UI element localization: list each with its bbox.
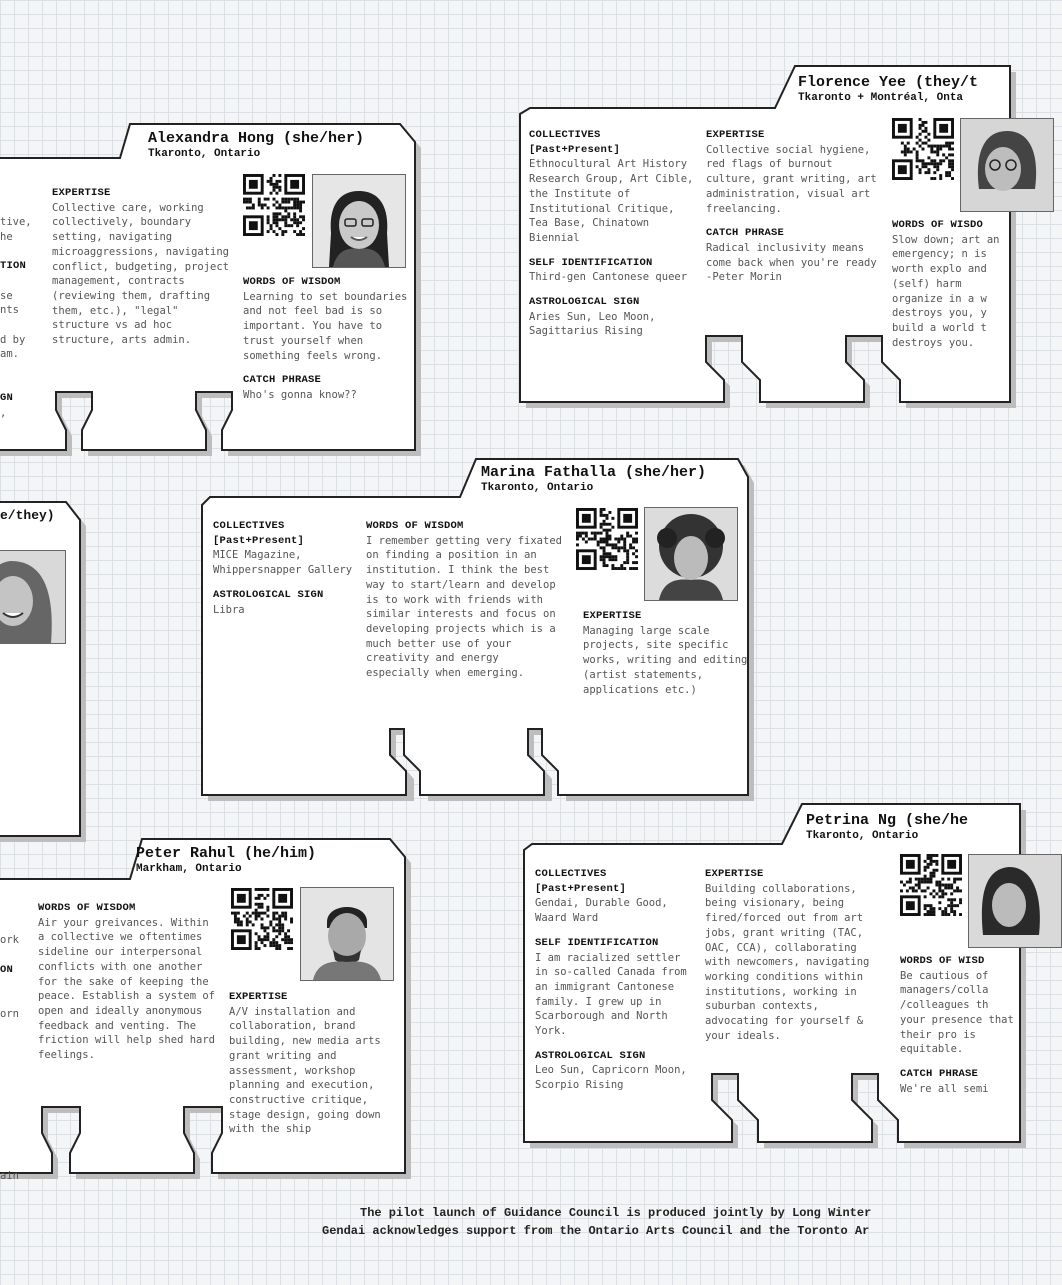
expertise-heading: EXPERTISE (52, 187, 111, 199)
expertise-text: Collective care, working collectively, boundary setting, navigating microaggressions, navigating conflict, budgeting, project management, contracts (reviewing them, drafting them, etc.), "legal" structure vs ad hoc structure, arts admin. (52, 201, 230, 347)
member-name: Marina Fathalla (she/her) (481, 464, 707, 481)
catch-phrase-heading: CATCH PHRASE (706, 227, 785, 240)
wisdom-text: Be cautious of managers/colla /colleagues th your presence that their pro is equitable. (900, 969, 1014, 1056)
expertise-text: Building collaborations, being visionary, being fired/forced out from art jobs, grant writing (TAC, OAC, CCA), collaborating with newcomers, navigating working conditions within institutions, working in suburban contexts, advocating for yourself & your ideals. (705, 882, 870, 1042)
catch-phrase-heading: CATCH PHRASE (900, 1067, 979, 1080)
astrological-sign-text: Leo Sun, Capricorn Moon, Scorpio Rising (535, 1064, 687, 1092)
member-name: e/they) (0, 508, 55, 523)
astrological-sign-heading: ASTROLOGICAL SIGN (535, 1049, 646, 1062)
wisdom-heading: WORDS OF WISDOM (366, 520, 464, 532)
wisdom-section (366, 519, 568, 681)
wisdom-text: Learning to set boundaries and not feel bad is so important. You have to trust yourself when something feels wrong. (243, 290, 408, 362)
member-photo (644, 507, 738, 601)
member-photo (312, 174, 406, 268)
member-name: Alexandra Hong (she/her) (148, 130, 365, 147)
expertise-section (706, 128, 878, 285)
expertise-heading: EXPERTISE (583, 610, 642, 622)
collectives-heading: COLLECTIVES [Past+Present] (535, 868, 627, 895)
collectives-section (213, 519, 363, 617)
member-photo (300, 887, 394, 981)
wisdom-text: Slow down; art an emergency; n is worth explo and (self) harm organize in a w destroys you, y build a world t destroys you. (892, 233, 1000, 349)
expertise-heading: EXPERTISE (229, 991, 288, 1003)
collectives-text: MICE Magazine, Whippersnapper Gallery (213, 549, 353, 577)
catch-phrase-text: Who's gonna know?? (243, 388, 357, 401)
member-location: Tkaronto, Ontario (806, 830, 919, 842)
collectives-heading: COLLECTIVES [Past+Present] (529, 129, 621, 156)
collectives-text: Ethnocultural Art History Research Group, Art Cible, the Institute of Institutional Critique, Tea Base, Chinatown Biennial (529, 158, 694, 244)
astrological-sign-heading: ASTROLOGICAL SIGN (213, 588, 324, 601)
self-identification-text: I am racialized settler in so-called Canada from an immigrant Cantonese family. I grew up in Scarborough and North York. (535, 951, 687, 1038)
truncated-column: ork ON orn ain (0, 934, 19, 1182)
wisdom-heading: WORDS OF WISDOM (243, 276, 341, 288)
member-name: Florence Yee (they/t (798, 74, 979, 91)
expertise-section (52, 186, 234, 348)
member-location: Markham, Ontario (136, 863, 242, 875)
member-photo (0, 550, 66, 644)
wisdom-text: I remember getting very fixated on finding a position in an institution. I think the best way to start/learn and develop is to work with friends with similar interests and focus on developing projects which is a much better use of your creativity and energy especially when emerging. (366, 534, 562, 680)
card-florence-yee (510, 62, 1010, 414)
collectives-section (535, 867, 695, 1093)
member-photo (968, 854, 1062, 948)
footer-credit-line: The pilot launch of Guidance Council is produced jointly by Long Winter (360, 1206, 872, 1220)
wisdom-heading: WORDS OF WISDOM (38, 902, 136, 914)
expertise-section (705, 867, 887, 1043)
member-photo (960, 118, 1054, 212)
card-marina-fathalla (198, 455, 763, 805)
catch-phrase-heading: CATCH PHRASE (243, 374, 322, 387)
member-location: Tkaronto + Montréal, Onta (798, 92, 964, 104)
card-petrina-ng (520, 800, 1020, 1150)
self-identification-heading: SELF IDENTIFICATION (535, 936, 659, 949)
expertise-text: Collective social hygiene, red flags of burnout culture, grant writing, art administration, visual art freelancing. (706, 143, 877, 215)
card-partial-they (0, 498, 90, 843)
member-name: Peter Rahul (he/him) (136, 845, 317, 862)
qr-code (231, 888, 293, 950)
expertise-text: A/V installation and collaboration, brand building, new media arts grant writing and assessment, workshop planning and execution, constructive critique, stage design, going down with the ship (229, 1005, 381, 1136)
astrological-sign-text: Libra (213, 603, 245, 616)
member-location: Tkaronto, Ontario (148, 148, 261, 160)
truncated-column: tive, he TION se nts d by am. GN , (0, 216, 32, 420)
astrological-sign-heading: ASTROLOGICAL SIGN (529, 296, 640, 309)
collectives-heading: COLLECTIVES [Past+Present] (213, 520, 305, 547)
self-identification-heading: SELF IDENTIFICATION (529, 256, 653, 269)
wisdom-section (243, 275, 413, 403)
collectives-text: Gendai, Durable Good, Waard Ward (535, 897, 668, 925)
card-alexandra-hong (0, 120, 440, 465)
catch-phrase-text: Radical inclusivity means come back when you're ready -Peter Morin (706, 241, 877, 284)
expertise-section (583, 609, 748, 697)
qr-code (243, 174, 305, 236)
wisdom-heading: WORDS OF WISD (900, 955, 985, 967)
member-location: Tkaronto, Ontario (481, 482, 594, 494)
qr-code (900, 854, 962, 916)
collectives-section (529, 128, 694, 339)
expertise-heading: EXPERTISE (706, 129, 765, 141)
wisdom-section (900, 954, 1020, 1096)
expertise-section (229, 990, 404, 1137)
wisdom-text: Air your greivances. Within a collective we oftentimes sideline our interpersonal conflicts with one another for the sake of keeping the peace. Establish a system of open and ideally anonymous feedback and venting. The friction will help shed hard feelings. (38, 916, 216, 1062)
wisdom-section (38, 901, 220, 1063)
card-peter-rahul (0, 835, 420, 1185)
qr-code (576, 508, 638, 570)
wisdom-section (892, 218, 1010, 350)
astrological-sign-text: Aries Sun, Leo Moon, Sagittarius Rising (529, 310, 656, 338)
expertise-text: Managing large scale projects, site specific works, writing and editing (artist statements, applications etc.) (583, 624, 748, 696)
member-name: Petrina Ng (she/he (806, 812, 969, 829)
wisdom-heading: WORDS OF WISDO (892, 219, 984, 231)
qr-code (892, 118, 954, 180)
self-identification-text: Third-gen Cantonese queer (529, 271, 688, 284)
footer-acknowledgement-line: Gendai acknowledges support from the Ontario Arts Council and the Toronto Ar (322, 1224, 870, 1238)
catch-phrase-text: We're all semi (900, 1082, 989, 1095)
expertise-heading: EXPERTISE (705, 868, 764, 880)
